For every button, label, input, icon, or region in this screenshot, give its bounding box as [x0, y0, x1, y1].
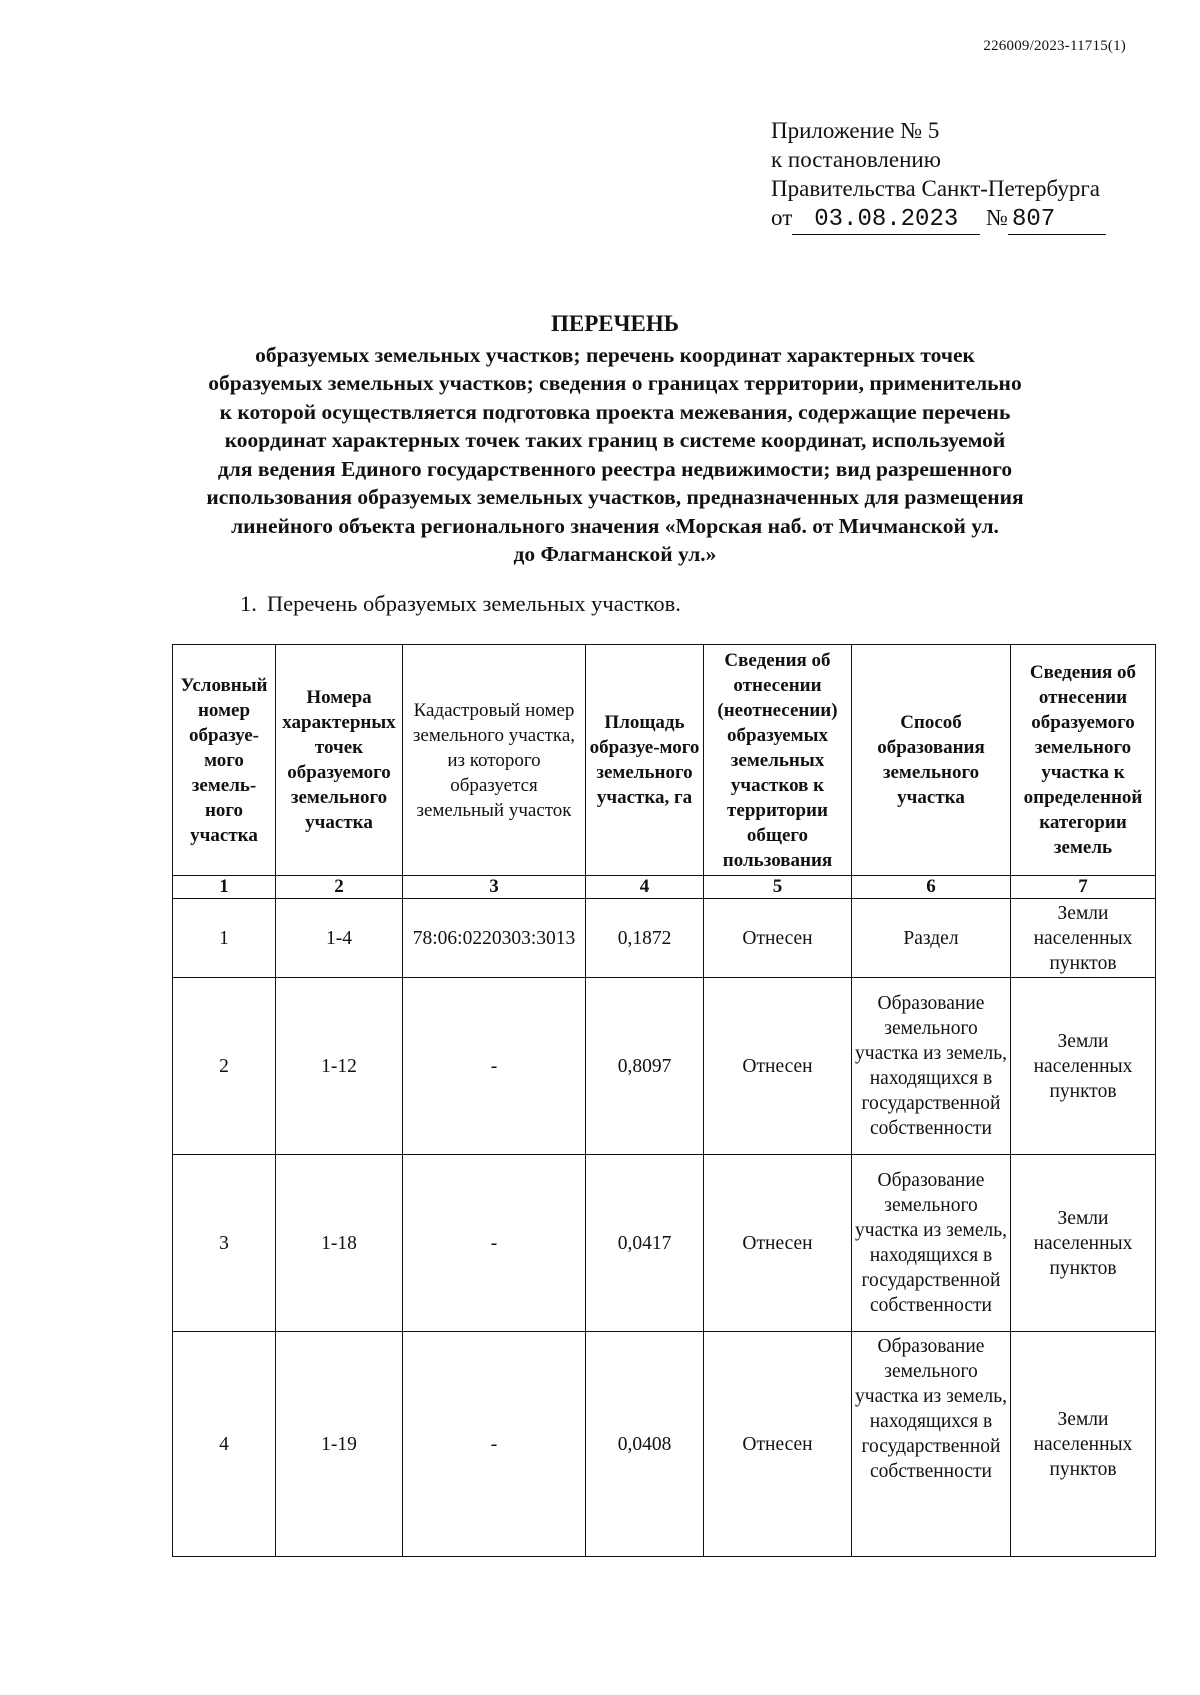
table-header-row — [173, 645, 1156, 876]
header-category: Сведения об отнесении образуемого земельного участка к определенной категории земель — [1011, 645, 1156, 876]
cell-points: 1-18 — [276, 1155, 403, 1332]
cell-method: Раздел — [852, 899, 1011, 978]
column-number: 6 — [852, 876, 1011, 899]
cell-method: Образование земельного участка из земель, находящихся в государственной собственности — [852, 978, 1011, 1155]
number-prefix: № — [986, 205, 1008, 230]
cell-cadastral: - — [403, 1332, 586, 1557]
title-line: использования образуемых земельных участков, предназначенных для размещения — [206, 485, 1024, 509]
cell-parcel-id: 3 — [173, 1155, 276, 1332]
cell-public-use: Отнесен — [704, 1332, 852, 1557]
header-method: Способ образования земельного участка — [852, 645, 1011, 876]
cell-category: Земли населенных пунктов — [1011, 1332, 1156, 1557]
title-line: для ведения Единого государственного реестра недвижимости; вид разрешенного — [217, 456, 1013, 481]
section-heading — [240, 591, 681, 617]
appendix-government: Правительства Санкт-Петербурга — [771, 176, 1100, 201]
cell-cadastral: - — [403, 978, 586, 1155]
title-line: линейного объекта регионального значения «Морская наб. от Мичманской ул. — [231, 513, 999, 538]
appendix-block — [771, 116, 1106, 235]
header-points: Номера характерных точек образуемого земельного участка — [276, 645, 403, 876]
column-number: 4 — [586, 876, 704, 899]
table-row — [173, 1332, 1156, 1557]
cell-area: 0,1872 — [586, 899, 704, 978]
column-number: 1 — [173, 876, 276, 899]
cell-method: Образование земельного участка из земель, находящихся в государственной собственности — [852, 1155, 1011, 1332]
title-line: к которой осуществляется подготовка проекта межевания, содержащие перечень — [219, 399, 1011, 424]
appendix-title: Приложение № 5 — [771, 118, 940, 143]
cell-parcel-id: 1 — [173, 899, 276, 978]
section-title: Перечень образуемых земельных участков. — [266, 591, 681, 616]
cell-public-use: Отнесен — [704, 978, 852, 1155]
resolution-number: 807 — [1008, 205, 1106, 235]
cell-area: 0,0408 — [586, 1332, 704, 1557]
title-line: координат характерных точек таких границ в системе координат, используемой — [224, 428, 1006, 452]
cell-parcel-id: 2 — [173, 978, 276, 1155]
column-number: 2 — [276, 876, 403, 899]
cell-method: Образование земельного участка из земель, находящихся в государственной собственности — [852, 1332, 1011, 1557]
column-number-row — [173, 876, 1156, 899]
cell-points: 1-4 — [276, 899, 403, 978]
cell-parcel-id: 4 — [173, 1332, 276, 1557]
appendix-resolution: к постановлению — [771, 147, 941, 172]
appendix-date-line — [771, 203, 1106, 235]
header-public-use: Сведения об отнесении (неотнесении) образуемых земельных участков к территории общего пользования — [704, 645, 852, 876]
cell-category: Земли населенных пунктов — [1011, 899, 1156, 978]
section-number: 1. — [240, 591, 257, 616]
resolution-date: 03.08.2023 — [792, 205, 980, 235]
table-row — [173, 899, 1156, 978]
date-prefix: от — [771, 205, 793, 230]
cell-area: 0,0417 — [586, 1155, 704, 1332]
cell-category: Земли населенных пунктов — [1011, 1155, 1156, 1332]
cell-public-use: Отнесен — [704, 899, 852, 978]
title-line: до Флагманской ул.» — [513, 542, 717, 566]
cell-category: Земли населенных пунктов — [1011, 978, 1156, 1155]
title-heading: ПЕРЕЧЕНЬ — [551, 311, 679, 336]
header-area: Площадь образуе-мого земельного участка, га — [586, 645, 704, 876]
document-registration-number: 226009/2023-11715(1) — [983, 38, 1126, 54]
table-row — [173, 1155, 1156, 1332]
cell-public-use: Отнесен — [704, 1155, 852, 1332]
parcels-table — [172, 644, 1156, 1557]
title-line: образуемых земельных участков; сведения о границах территории, применительно — [208, 371, 1022, 395]
column-number: 3 — [403, 876, 586, 899]
title-line: образуемых земельных участков; перечень координат характерных точек — [255, 342, 975, 367]
header-parcel-id: Условный номер образуе-мого земель-ного участка — [173, 645, 276, 876]
table-row — [173, 978, 1156, 1155]
cell-points: 1-19 — [276, 1332, 403, 1557]
header-cadastral: Кадастровый номер земельного участка, из которого образуется земельный участок — [403, 645, 586, 876]
column-number: 7 — [1011, 876, 1156, 899]
column-number: 5 — [704, 876, 852, 899]
cell-points: 1-12 — [276, 978, 403, 1155]
cell-area: 0,8097 — [586, 978, 704, 1155]
cell-cadastral: 78:06:0220303:3013 — [403, 899, 586, 978]
cell-cadastral: - — [403, 1155, 586, 1332]
document-title — [150, 310, 1080, 569]
